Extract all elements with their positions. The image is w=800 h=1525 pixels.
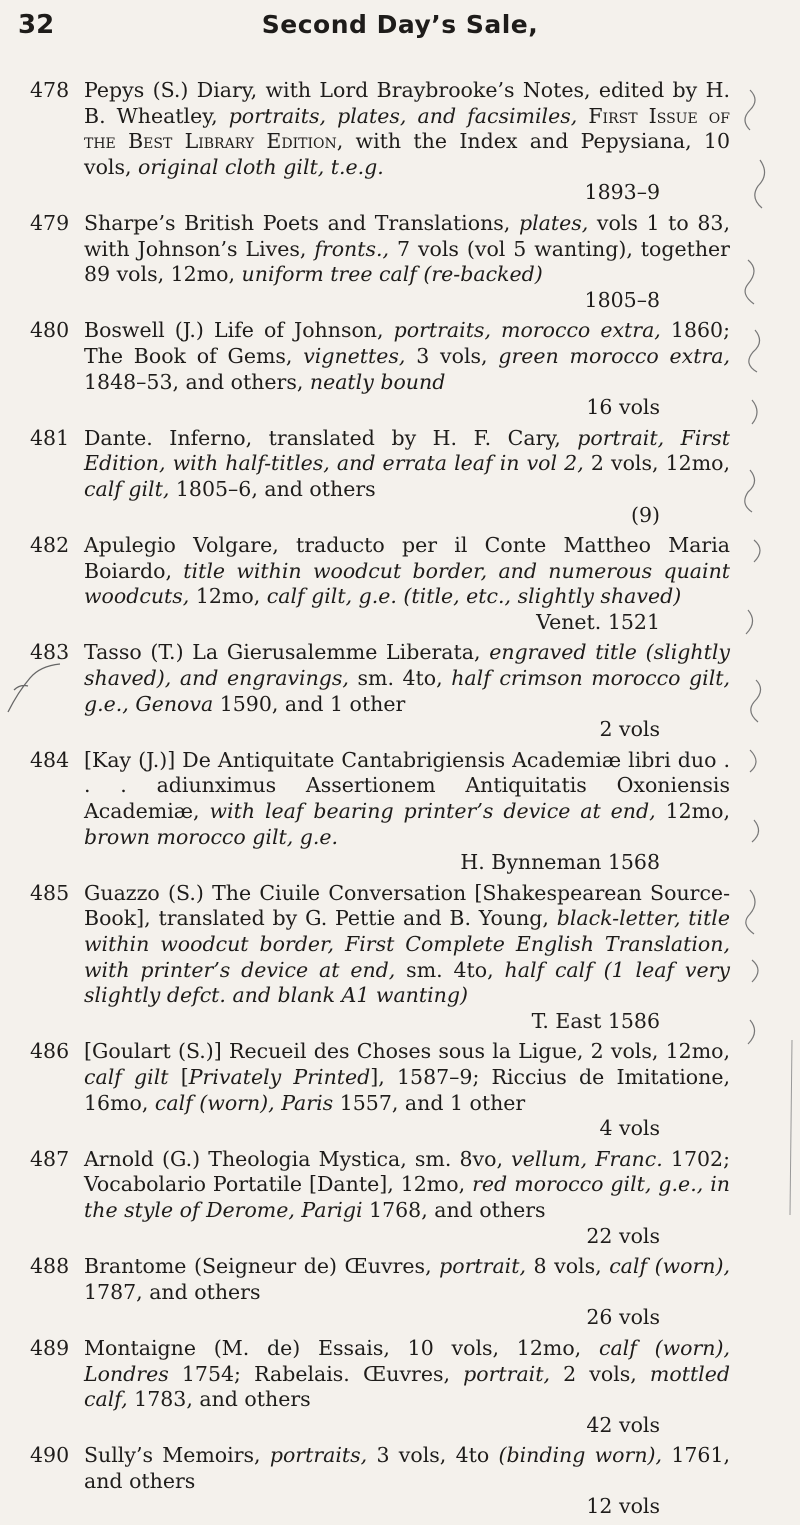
- lot-text-run: vellum, Franc.: [511, 1146, 663, 1171]
- lot-quantity: 4 vols: [599, 1116, 660, 1141]
- lot-quantity: Venet. 1521: [536, 609, 660, 634]
- lot-text-run: portrait,: [439, 1254, 526, 1279]
- lot-text-run: 1702; Vocabolario Portatile [Dante], 12mo,: [84, 1146, 730, 1197]
- lot-quantity: H. Bynneman 1568: [460, 850, 660, 875]
- lot-entry: [30, 748, 730, 876]
- lot-text-run: 1754; Rabelais. Œuvres,: [168, 1361, 464, 1386]
- lot-entry: [30, 640, 730, 742]
- lot-text-run: original cloth gilt, t.e.g.: [138, 154, 384, 179]
- lot-entry: [30, 1336, 730, 1438]
- lot-text-run: Sully’s Memoirs,: [84, 1443, 270, 1468]
- lot-text-run: 2 vols,: [549, 1361, 650, 1386]
- lot-text-run: vignettes,: [303, 343, 406, 368]
- lot-number: 483: [30, 640, 70, 665]
- lot-text-run: First Issue of the Best Library Edition,: [84, 103, 730, 154]
- lot-quantity: 1893–9: [584, 180, 660, 205]
- lot-text-run: sm. 4to,: [348, 666, 452, 691]
- page-header: [18, 10, 782, 44]
- lot-text-run: Brantome (Seigneur de) Œuvres,: [84, 1254, 440, 1279]
- lot-text-run: 1860; The Book of Gems,: [84, 318, 730, 368]
- page-number: 32: [18, 10, 55, 40]
- lot-entry: [30, 1254, 730, 1331]
- lot-text-run: calf gilt,: [84, 476, 170, 501]
- lot-text-run: (binding worn),: [498, 1443, 663, 1468]
- lot-quantity: T. East 1586: [531, 1008, 660, 1033]
- lot-text-run: fronts.,: [314, 236, 390, 261]
- lot-text-run: neatly bound: [309, 369, 446, 394]
- lot-text-run: plates,: [518, 210, 589, 235]
- lot-text-run: half calf (1 leaf very slightly defct. and blank A1 wanting): [84, 957, 730, 1008]
- lot-description: [84, 640, 730, 742]
- lot-description: [84, 533, 730, 635]
- lot-quantity: (9): [630, 502, 660, 527]
- lot-text-run: 1787, and others: [84, 1279, 261, 1304]
- lot-text-run: 3 vols,: [405, 343, 499, 368]
- lot-number: 490: [30, 1443, 70, 1468]
- lot-number: 489: [30, 1335, 70, 1360]
- lot-text-run: Dante. Inferno, translated by H. F. Cary,: [84, 425, 578, 450]
- lot-description: [84, 1254, 730, 1331]
- lot-description: [84, 1336, 730, 1438]
- lot-description: [84, 211, 730, 313]
- lot-text-run: title within woodcut border, and numerous quaint woodcuts,: [84, 558, 731, 609]
- lot-number: 479: [30, 210, 70, 235]
- running-title: Second Day’s Sale,: [261, 10, 539, 39]
- lot-number: 487: [30, 1146, 70, 1171]
- lot-quantity: 12 vols: [586, 1494, 660, 1519]
- lot-text-run: Apulegio Volgare, traducto per il Conte Mattheo Maria Boiardo,: [84, 533, 730, 583]
- lot-text-run: half crimson morocco gilt, g.e., Genova: [84, 666, 731, 716]
- lot-text-run: Montaigne (M. de) Essais, 10 vols, 12mo,: [84, 1335, 599, 1360]
- lot-quantity: 26 vols: [586, 1305, 660, 1330]
- lot-text-run: ], 1587–9; Riccius de Imitatione, 16mo,: [84, 1064, 731, 1115]
- lot-text-run: sm. 4to,: [395, 957, 505, 982]
- lot-description: [84, 748, 730, 876]
- lot-text-run: Privately Printed: [188, 1064, 371, 1089]
- lot-number: 481: [30, 425, 70, 450]
- lot-quantity: 1805–8: [584, 287, 660, 312]
- lot-text-run: Guazzo (S.) The Ciuile Conversation [Shakespearean Source-Book], translated by G. Pettie and B. Young,: [84, 880, 730, 931]
- margin-bracket-icon: [0, 660, 70, 720]
- lot-text-run: portraits, plates, and facsimiles,: [228, 103, 578, 128]
- lot-entry: [30, 78, 730, 206]
- lot-entry: [30, 426, 730, 528]
- lot-text-run: 1557, and 1 other: [333, 1090, 526, 1115]
- lot-text-run: with leaf bearing printer’s device at end,: [209, 799, 656, 824]
- lot-text-run: green morocco extra,: [498, 343, 730, 368]
- lot-text-run: portrait,: [463, 1361, 550, 1386]
- lot-text-run: portraits, morocco extra,: [393, 318, 661, 343]
- lot-text-run: Arnold (G.) Theologia Mystica, sm. 8vo,: [84, 1146, 512, 1171]
- lot-description: [84, 78, 730, 206]
- lot-text-run: calf gilt, g.e. (title, etc., slightly shaved): [266, 584, 682, 609]
- lot-number: 486: [30, 1039, 70, 1064]
- lot-text-run: 2 vols, 12mo,: [583, 451, 730, 476]
- lot-text-run: [Goulart (S.)] Recueil des Choses sous la Ligue, 2 vols, 12mo,: [84, 1039, 730, 1064]
- lot-number: 482: [30, 533, 70, 558]
- lot-text-run: Sharpe’s British Poets and Translations,: [84, 210, 519, 235]
- lot-text-run: portrait, First Edition, with half-titles, and errata leaf in vol 2,: [84, 425, 730, 476]
- lot-text-run: brown morocco gilt, g.e.: [84, 824, 339, 849]
- lot-entry: [30, 318, 730, 420]
- lot-text-run: 1848–53, and others,: [84, 369, 310, 394]
- lot-text-run: [Kay (J.)] De Antiquitate Cantabrigiensis Academiæ libri duo . . . adiunximus Assertionem Antiquitatis Oxoniensis Academiæ,: [84, 747, 730, 824]
- lot-text-run: 7 vols (vol 5 wanting), together 89 vols, 12mo,: [84, 236, 730, 287]
- lot-quantity: 22 vols: [586, 1223, 660, 1248]
- lot-number: 488: [30, 1254, 70, 1279]
- lot-text-run: vols 1 to 83, with Johnson’s Lives,: [84, 210, 730, 261]
- lot-text-run: with the Index and Pepysiana, 10 vols,: [84, 129, 731, 179]
- lot-number: 478: [30, 78, 70, 102]
- lot-quantity: 16 vols: [586, 395, 660, 420]
- lot-text-run: mottled calf,: [84, 1361, 730, 1412]
- lot-text-run: 12mo,: [655, 799, 730, 824]
- lot-description: [84, 881, 730, 1035]
- lot-text-run: [: [168, 1064, 189, 1089]
- lot-text-run: Pepys (S.) Diary, with Lord Braybrooke’s Notes, edited by H. B. Wheatley,: [84, 78, 730, 128]
- lot-number: 485: [30, 880, 70, 905]
- lot-text-run: engraved title (slightly shaved), and engravings,: [84, 640, 730, 691]
- lot-entry: [30, 1443, 730, 1520]
- lot-text-run: uniform tree calf (re-backed): [241, 262, 543, 287]
- lot-description: [84, 1147, 730, 1249]
- lot-text-run: 1590, and 1 other: [213, 691, 406, 716]
- lot-list: [30, 78, 730, 1525]
- lot-description: [84, 1443, 730, 1520]
- lot-text-run: calf (worn),: [609, 1254, 730, 1279]
- lot-entry: [30, 211, 730, 313]
- lot-text-run: 8 vols,: [525, 1254, 610, 1279]
- lot-text-run: Tasso (T.) La Gierusalemme Liberata,: [84, 640, 490, 665]
- lot-text-run: 3 vols, 4to: [367, 1443, 499, 1468]
- lot-description: [84, 1039, 730, 1141]
- lot-number: 484: [30, 747, 70, 772]
- lot-text-run: black-letter, title within woodcut border, First Complete English Translation, with printer’s device at end,: [84, 906, 730, 982]
- edge-shadow: [756, 1040, 796, 1215]
- lot-text-run: calf (worn), Londres: [84, 1335, 730, 1386]
- lot-text-run: calf gilt: [84, 1064, 169, 1089]
- lot-description: [84, 318, 730, 420]
- lot-text-run: 12mo,: [189, 584, 267, 609]
- lot-text-run: 1761, and others: [84, 1443, 731, 1493]
- lot-text-run: 1805–6, and others: [169, 476, 376, 501]
- lot-text-run: red morocco gilt, g.e., in the style of Derome, Parigi: [84, 1172, 730, 1222]
- lot-entry: [30, 533, 730, 635]
- lot-entry: [30, 1147, 730, 1249]
- lot-quantity: 2 vols: [599, 717, 660, 742]
- lot-entry: [30, 881, 730, 1035]
- lot-text-run: Boswell (J.) Life of Johnson,: [84, 318, 394, 343]
- lot-entry: [30, 1039, 730, 1141]
- lot-description: [84, 426, 730, 528]
- lot-quantity: 42 vols: [586, 1412, 660, 1437]
- lot-text-run: 1783, and others: [127, 1387, 311, 1412]
- pencil-marks-icon: [710, 70, 800, 1090]
- lot-text-run: portraits,: [269, 1443, 368, 1468]
- lot-text-run: 1768, and others: [362, 1197, 546, 1222]
- lot-text-run: calf (worn), Paris: [154, 1090, 334, 1115]
- lot-number: 480: [30, 318, 70, 343]
